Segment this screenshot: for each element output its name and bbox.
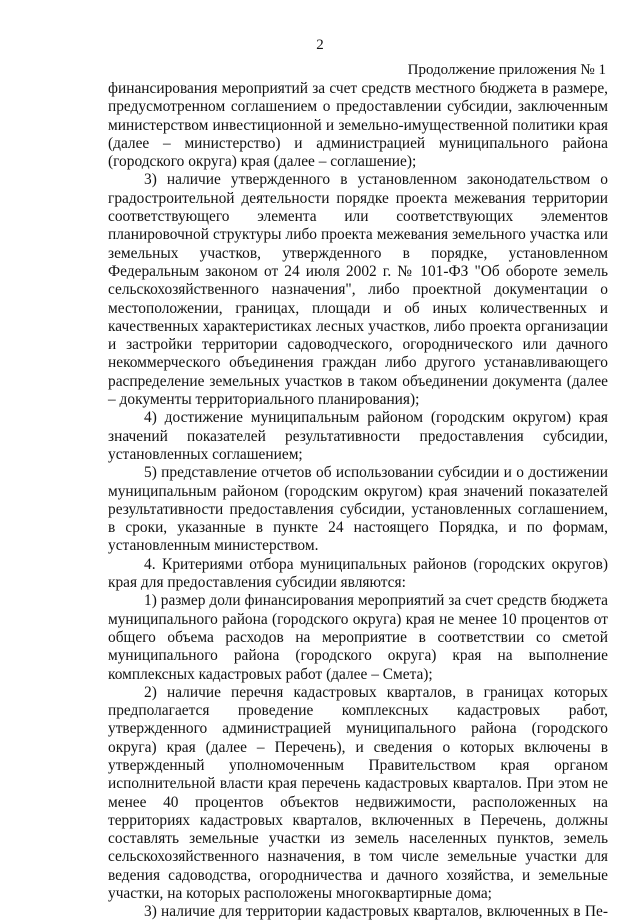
paragraph-condition-5: 5) представление отчетов об использовании субсидии и о достижении муниципальным районом (городским округом) края значений показателей результативности предоставления субсидии, установленных соглашением, в сроки, указанные в пункте 24 настоящего Порядка, и по формам, установленным министерством. xyxy=(108,464,608,555)
paragraph-condition-3: 3) наличие утвержденного в установленном законодательством о градостроительной деятельности порядке проекта межевания территории соответствующего элемента или соответствующих элементов планировочной структуры либо проекта межевания земельного участка или земельных участков, утвержденного в порядке, установленном Федеральным законом от 24 июля 2002 г. № 101-ФЗ "Об обороте земель сельскохозяйственного назначения", либо проектной документации о местоположении, границах, площади и об иных количественных и качественных характеристиках лесных участков, либо проекта организации и застройки территории садоводческого, огороднического или дачного некоммерческого объединения граждан либо другого устанавливающего распределение земельных участков в таком объединении документа (далее – документы территориального планирования); xyxy=(108,171,608,409)
paragraph-criterion-2: 2) наличие перечня кадастровых кварталов, в границах которых предполагается проведение комплексных кадастровых работ, утвержденного администрацией муниципального района (городского округа) края (далее – Перечень), и сведения о которых включены в утвержденный уполномоченным Правительством края органом исполнительной власти края перечень кадастровых кварталов. При этом не менее 40 процентов объектов недвижимости, расположенных на территориях кадастровых кварталов, включенных в Перечень, должны составлять земельные участки из земель населенных пунктов, земель сельскохозяйственного назначения, в том числе земельные участки для ведения садоводства, огородничества и дачного хозяйства, и земельные участки, на которых расположены многоквартирные дома; xyxy=(108,683,608,903)
paragraph-condition-4: 4) достижение муниципальным районом (городским округом) края значений показателей результативности предоставления субсидии, установленных соглашением; xyxy=(108,409,608,463)
paragraph-criterion-1: 1) размер доли финансирования мероприятий за счет средств бюджета муниципального района (городского округа) края не менее 10 процентов от общего объема расходов на мероприятие в соответствии со сметой муниципального района (городского округа) края на выполнение комплексных кадастровых работ (далее – Смета); xyxy=(108,592,608,683)
paragraph-funding: финансирования мероприятий за счет средств местного бюджета в размере, предусмотренном соглашением о предоставлении субсидии, заключенным министерством инвестиционной и земельно-имущественной политики края (далее – министерство) и администрацией муниципального района (городского округа) края (далее – соглашение); xyxy=(108,80,608,171)
document-body xyxy=(108,80,608,922)
paragraph-criteria-intro: 4. Критериями отбора муниципальных районов (городских округов) края для предоставления субсидии являются: xyxy=(108,555,608,592)
appendix-continuation-label: Продолжение приложения № 1 xyxy=(407,62,606,78)
page-number: 2 xyxy=(316,37,324,53)
paragraph-criterion-3: 3) наличие для территории кадастровых кварталов, включенных в Пе- xyxy=(144,903,608,921)
